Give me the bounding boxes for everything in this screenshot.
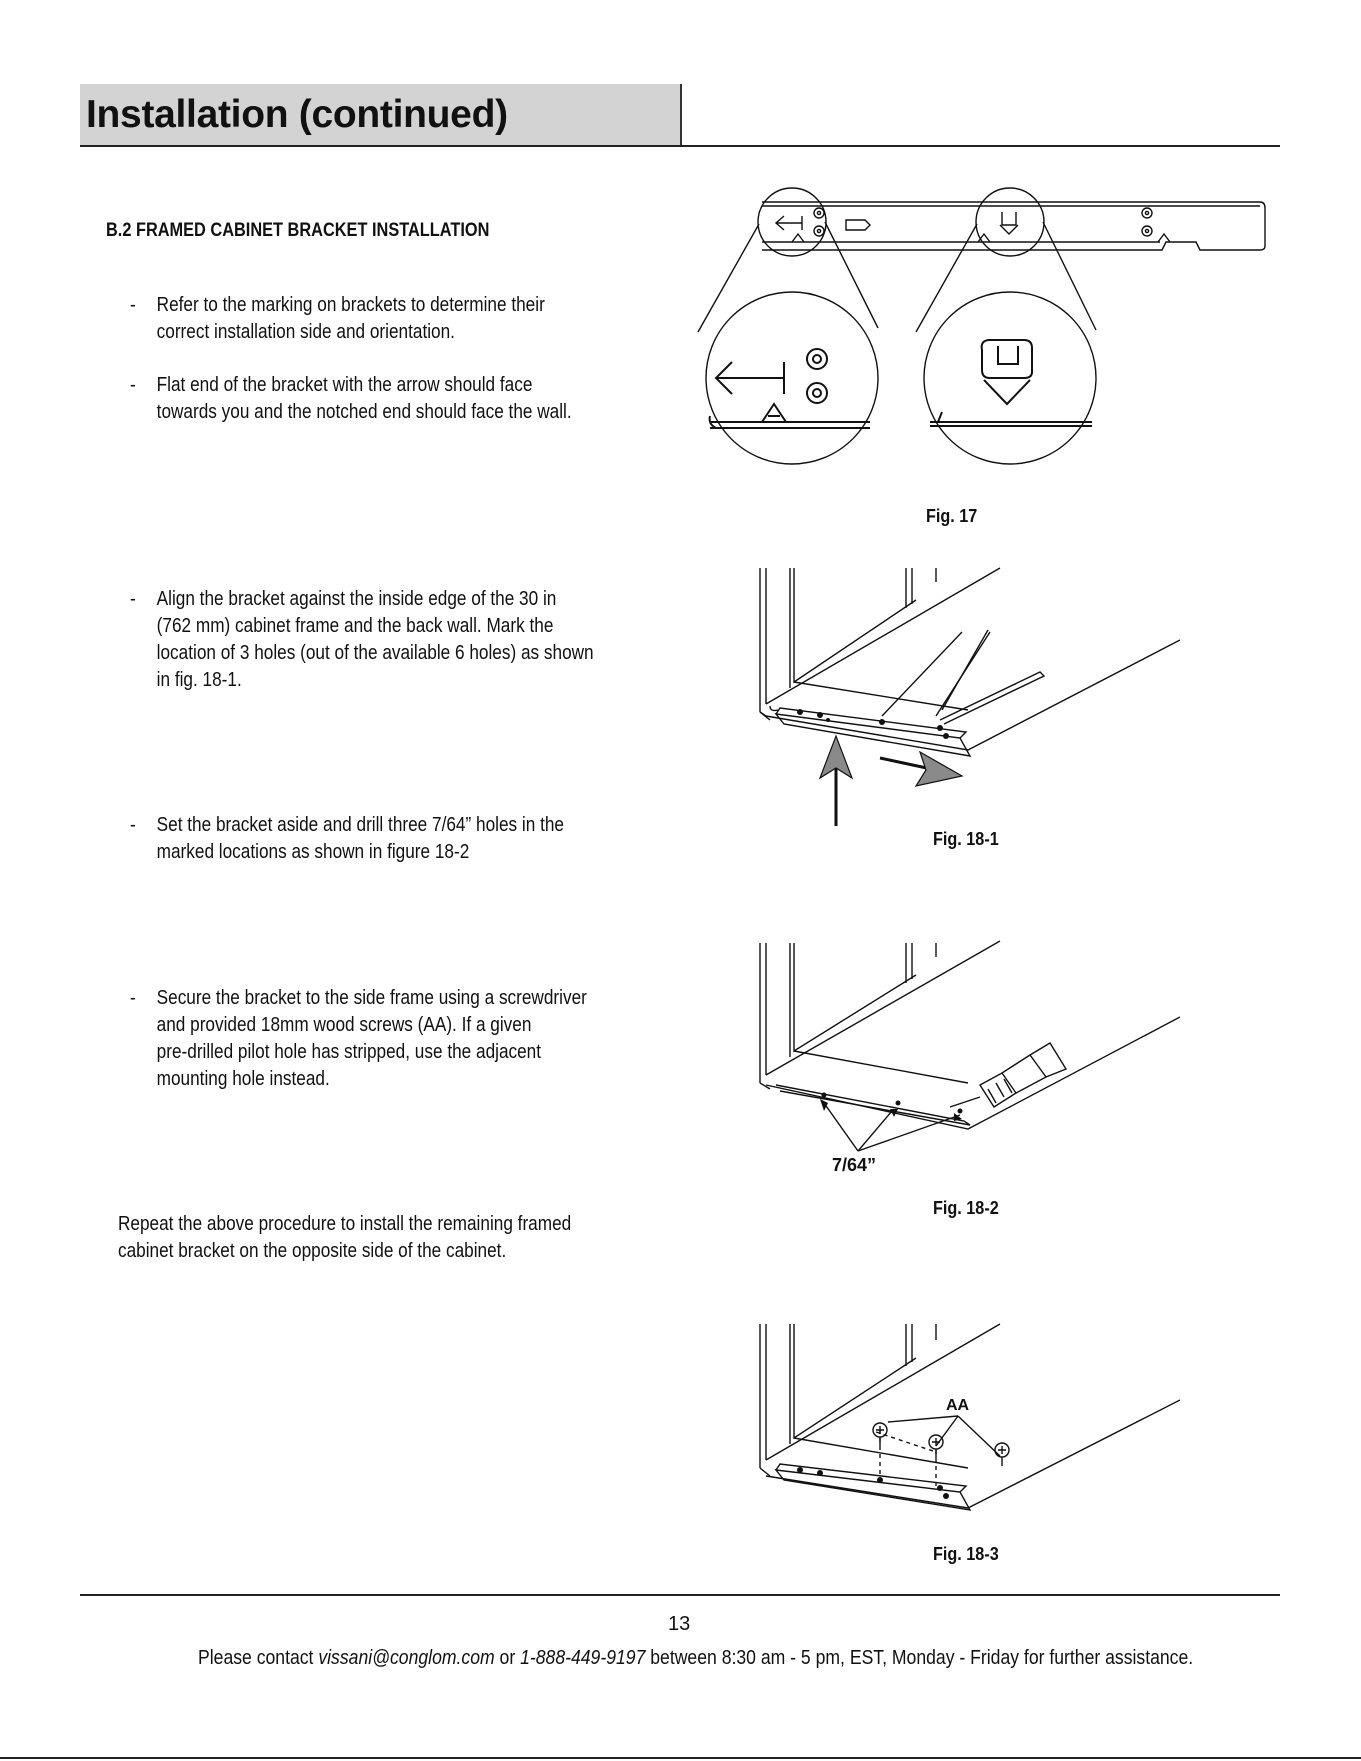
instruction-line: (762 mm) cabinet frame and the back wall. Mark the [156,615,554,637]
bottom-divider [0,1757,1361,1759]
instruction-line: pre-drilled pilot hole has stripped, use the adjacent [156,1041,542,1063]
drill-size-label: 7/64” [832,1155,877,1175]
note-line: cabinet bracket on the opposite side of the cabinet. [118,1240,507,1262]
phone-link[interactable]: 1-888-449-9197 [520,1647,646,1669]
instruction-line: location of 3 holes (out of the available 6 holes) as shown [156,642,594,664]
repeat-note [118,1211,571,1265]
bullet-dash: - [130,814,136,836]
bullet-dash: - [130,987,136,1009]
bullet-dash: - [130,294,136,316]
instruction-line: and provided 18mm wood screws (AA). If a given [156,1014,532,1036]
instruction-line: Align the bracket against the inside edge of the 30 in [156,588,557,610]
instruction-line: Secure the bracket to the side frame using a screwdriver [156,987,587,1009]
section-title: B.2 FRAMED CABINET BRACKET INSTALLATION [106,220,490,241]
contact-suffix: between 8:30 am - 5 pm, EST, Monday - Friday for further assistance. [645,1647,1194,1669]
contact-line [198,1647,1193,1670]
note-line: Repeat the above procedure to install the remaining framed [118,1213,572,1235]
page-title: Installation (continued) [86,93,508,136]
instruction-line: correct installation side and orientation. [156,321,455,343]
contact-prefix: Please contact [198,1647,319,1669]
drill-holes-diagram [740,935,1180,1175]
instruction-line: Set the bracket aside and drill three 7/64” holes in the [156,814,564,836]
instruction-line: Refer to the marking on brackets to determine their [156,294,545,316]
bullet-dash: - [130,374,136,396]
screw-label: AA [946,1397,970,1414]
header-divider [80,145,1280,147]
footer-divider [80,1594,1280,1596]
email-link[interactable]: vissani@conglom.com [318,1647,495,1669]
instruction-line: in fig. 18-1. [156,669,242,691]
instruction-line: mounting hole instead. [156,1068,330,1090]
bracket-alignment-diagram [740,560,1180,840]
figure-caption: Fig. 17 [926,506,978,526]
figure-caption: Fig. 18-2 [933,1198,999,1218]
figure-caption: Fig. 18-1 [933,829,999,849]
bullet-dash: - [130,588,136,610]
bracket-marking-diagram [680,180,1280,500]
figure-caption: Fig. 18-3 [933,1544,999,1564]
instruction-line: towards you and the notched end should face the wall. [156,401,572,423]
contact-or: or [494,1647,521,1669]
secure-screws-diagram [740,1320,1180,1560]
instruction-line: Flat end of the bracket with the arrow should face [156,374,533,396]
page-number: 13 [668,1613,691,1635]
instruction-line: marked locations as shown in figure 18-2 [156,841,470,863]
